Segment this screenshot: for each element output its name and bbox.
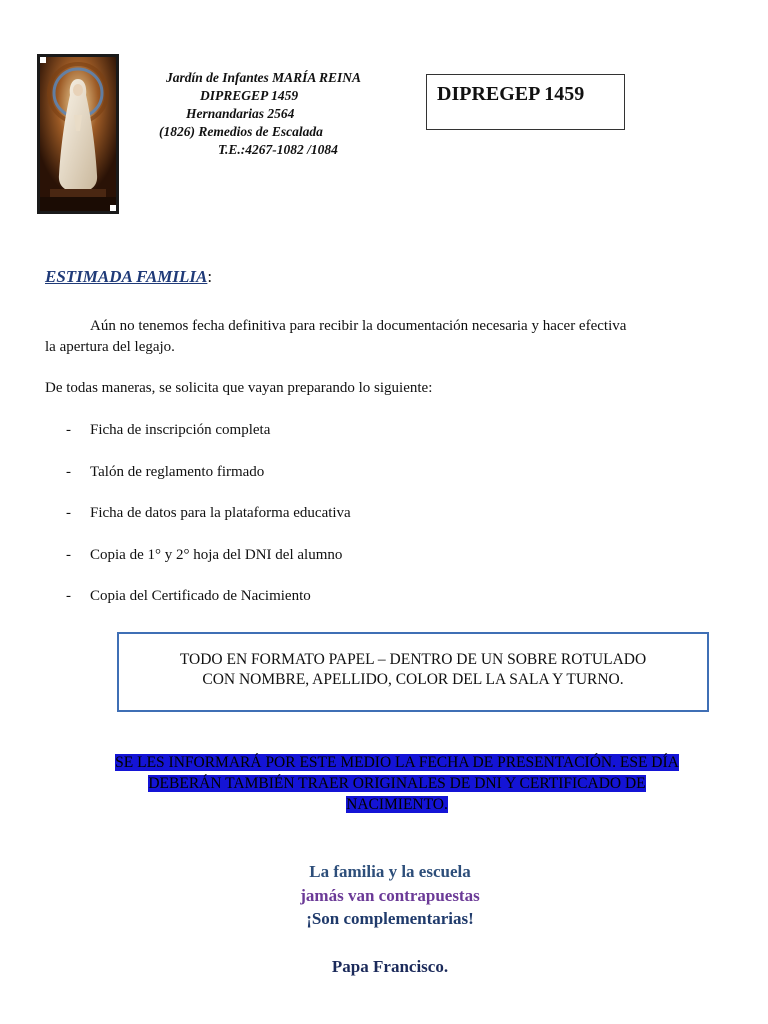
quote-line-3: ¡Son complementarias! — [306, 909, 474, 928]
format-notice-line: TODO EN FORMATO PAPEL – DENTRO DE UN SOBRE ROTULADO — [179, 651, 647, 668]
list-item — [66, 462, 666, 504]
highlighted-line: SE LES INFORMARÁ POR ESTE MEDIO LA FECHA DE PRESENTACIÓN. ESE DÍA — [115, 754, 679, 771]
list-item-text: Ficha de datos para la plataforma educativa — [90, 505, 351, 522]
list-item-text: Ficha de inscripción completa — [90, 422, 271, 438]
greeting-colon: : — [207, 267, 213, 286]
quote-line-1: La familia y la escuela — [309, 862, 471, 881]
greeting-heading — [45, 267, 212, 287]
closing-quote — [0, 860, 768, 931]
format-notice-line: CON NOMBRE, APELLIDO, COLOR DEL LA SALA Y TURNO. — [202, 671, 624, 688]
school-street: Hernandarias 2564 — [186, 106, 295, 121]
school-address — [150, 69, 410, 159]
paragraph-1-line-2: la apertura del legajo. — [45, 339, 175, 355]
list-bullet: - — [66, 546, 71, 563]
requirements-list — [66, 420, 666, 628]
highlighted-line: NACIMIENTO. — [346, 796, 448, 813]
list-bullet: - — [66, 463, 71, 480]
quote-author: Papa Francisco. — [331, 957, 449, 976]
school-name: Jardín de Infantes MARÍA REINA — [166, 70, 362, 85]
format-notice-box — [117, 632, 709, 712]
school-phone: T.E.:4267-1082 /1084 — [218, 142, 338, 157]
list-item-text: Copia de 1° y 2° hoja del DNI del alumno — [90, 546, 343, 563]
list-item — [66, 503, 666, 545]
presentation-date-notice — [60, 752, 734, 815]
list-item-text: Talón de reglamento firmado — [90, 463, 265, 480]
list-bullet: - — [66, 422, 71, 438]
school-city: (1826) Remedios de Escalada — [159, 124, 323, 139]
virgin-mary-image — [37, 54, 119, 214]
quote-line-2: jamás van contrapuestas — [300, 885, 480, 905]
list-bullet: - — [66, 505, 71, 522]
dipregep-code: DIPREGEP 1459 — [437, 83, 585, 105]
list-item-text: Copia del Certificado de Nacimiento — [90, 588, 311, 605]
virgin-mary-figure — [40, 57, 116, 211]
paragraph-1-line-1: Aún no tenemos fecha definitiva para recibir la documentación necesaria y hacer efectiva — [90, 318, 627, 334]
highlighted-line: DEBERÁN TAMBIÉN TRAER ORIGINALES DE DNI Y CERTIFICADO DE — [148, 775, 646, 792]
format-notice-text — [119, 650, 707, 690]
greeting-text: ESTIMADA FAMILIA — [45, 267, 208, 286]
paragraph-2: De todas maneras, se solicita que vayan preparando lo siguiente: — [45, 380, 433, 396]
image-corner-mark — [40, 57, 46, 63]
list-item — [66, 420, 666, 462]
list-item — [66, 545, 666, 587]
list-bullet: - — [66, 588, 71, 605]
school-code: DIPREGEP 1459 — [200, 88, 299, 103]
dipregep-box — [426, 74, 625, 130]
list-item — [66, 586, 666, 628]
image-corner-mark — [110, 205, 116, 211]
